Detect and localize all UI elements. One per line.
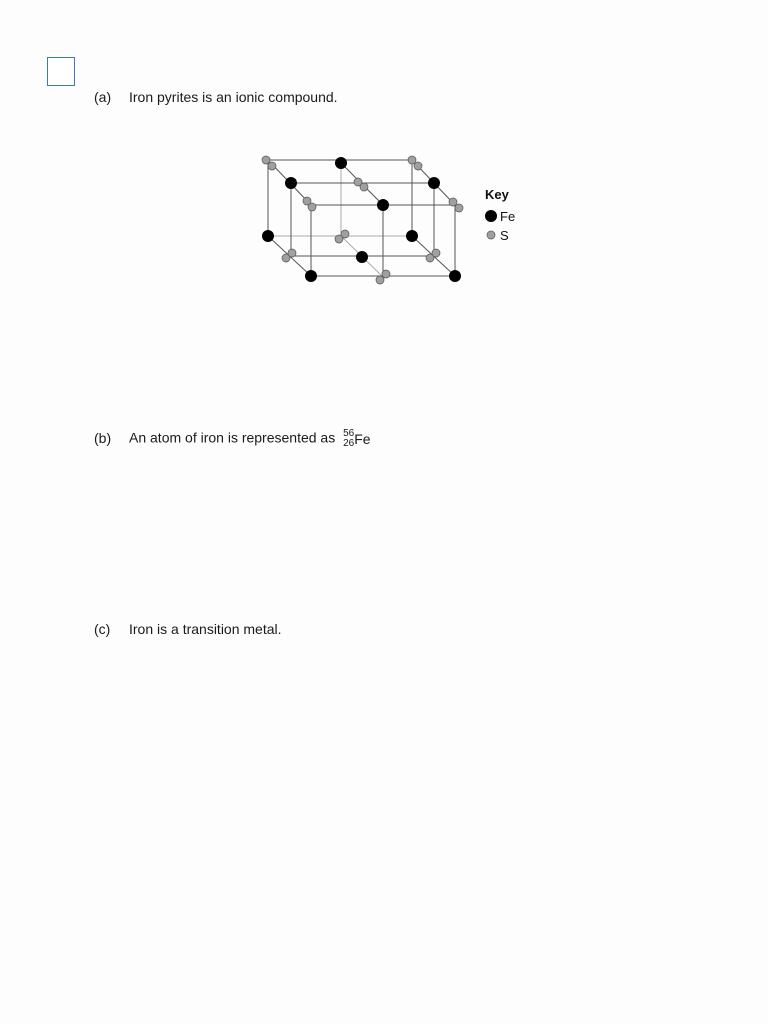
iron-pyrites-lattice-diagram [250,148,530,288]
part-b-letter: (b) [94,429,112,446]
part-b-text: An atom of iron is represented as [129,429,336,446]
iron-nuclide-symbol [343,429,370,449]
part-a [94,89,338,105]
part-c [94,621,282,637]
part-c-text: Iron is a transition metal. [129,621,282,637]
part-b [94,429,371,449]
part-c-letter: (c) [94,621,111,637]
question-marker-box [47,57,75,86]
fe-key-marker [485,210,497,222]
key-label-s: S [500,228,509,243]
atomic-number: 26 [343,438,355,449]
element-symbol: Fe [354,431,371,447]
mass-number: 56 [343,428,355,439]
part-a-text: Iron pyrites is an ionic compound. [129,89,338,105]
s-key-marker [487,231,495,239]
key-label-fe: Fe [500,209,516,224]
part-a-letter: (a) [94,89,112,105]
key-title: Key [485,187,509,202]
